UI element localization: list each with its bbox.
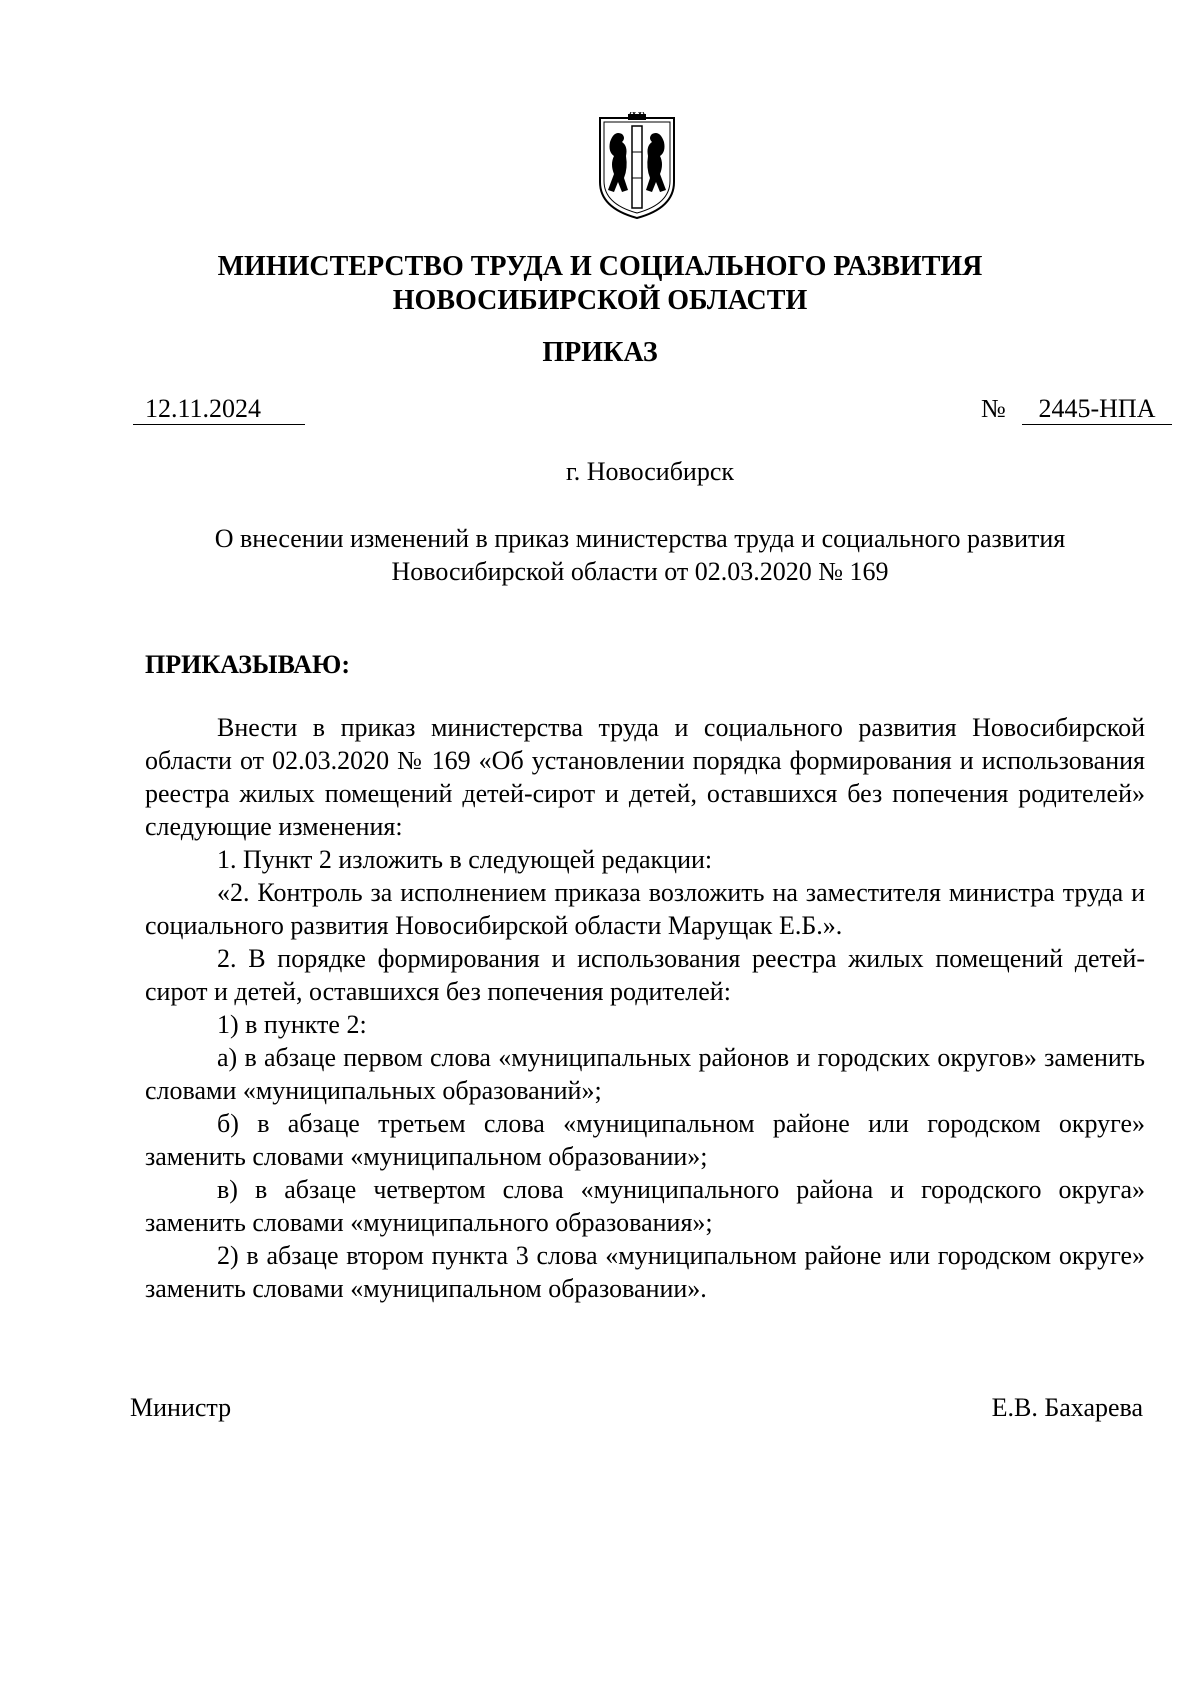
document-date: 12.11.2024 [133,394,305,425]
document-body [145,711,1145,1305]
body-paragraph: в) в абзаце четвертом слова «муниципального района и городского округа» заменить словами «муниципального образования»; [145,1175,1145,1237]
body-paragraph: Внести в приказ министерства труда и социального развития Новосибирской области от 02.03.2020 № 169 «Об установлении порядка формирования и использования реестра жилых помещений детей-сирот и детей, оставшихся без попечения родителей» следующие изменения: [145,713,1145,841]
body-paragraph: а) в абзаце первом слова «муниципальных районов и городских округов» заменить словами «муниципальных образований»; [145,1043,1145,1105]
ministry-name-line1: МИНИСТЕРСТВО ТРУДА И СОЦИАЛЬНОГО РАЗВИТИЯ [217,251,983,282]
document-number: 2445-НПА [1022,394,1172,425]
ministry-name-line2: НОВОСИБИРСКОЙ ОБЛАСТИ [392,285,808,316]
body-paragraph: 1) в пункте 2: [217,1010,367,1039]
body-paragraph: б) в абзаце третьем слова «муниципальном районе или городском округе» заменить словами «муниципальном образовании»; [145,1109,1145,1171]
document-subject: О внесении изменений в приказ министерства труда и социального развития Новосибирской области от 02.03.2020 № 169 [214,524,1066,586]
body-paragraph: 2. В порядке формирования и использования реестра жилых помещений детей-сирот и детей, оставшихся без попечения родителей: [145,944,1145,1006]
body-paragraph: «2. Контроль за исполнением приказа возложить на заместителя министра труда и социального развития Новосибирской области Марущак Е.Б.». [145,878,1145,940]
novosibirsk-coat-of-arms-icon [592,112,682,222]
body-paragraph: 1. Пункт 2 изложить в следующей редакции: [217,845,713,874]
signatory-name: Е.В. Бахарева [991,1393,1143,1422]
document-type: ПРИКАЗ [542,337,658,368]
body-paragraph: 2) в абзаце втором пункта 3 слова «муниципальном районе или городском округе» заменить словами «муниципальном образовании». [145,1241,1145,1303]
order-heading: ПРИКАЗЫВАЮ: [145,650,350,679]
signatory-position: Министр [130,1393,232,1422]
document-city: г. Новосибирск [565,457,735,486]
number-sign: № [981,394,1006,423]
